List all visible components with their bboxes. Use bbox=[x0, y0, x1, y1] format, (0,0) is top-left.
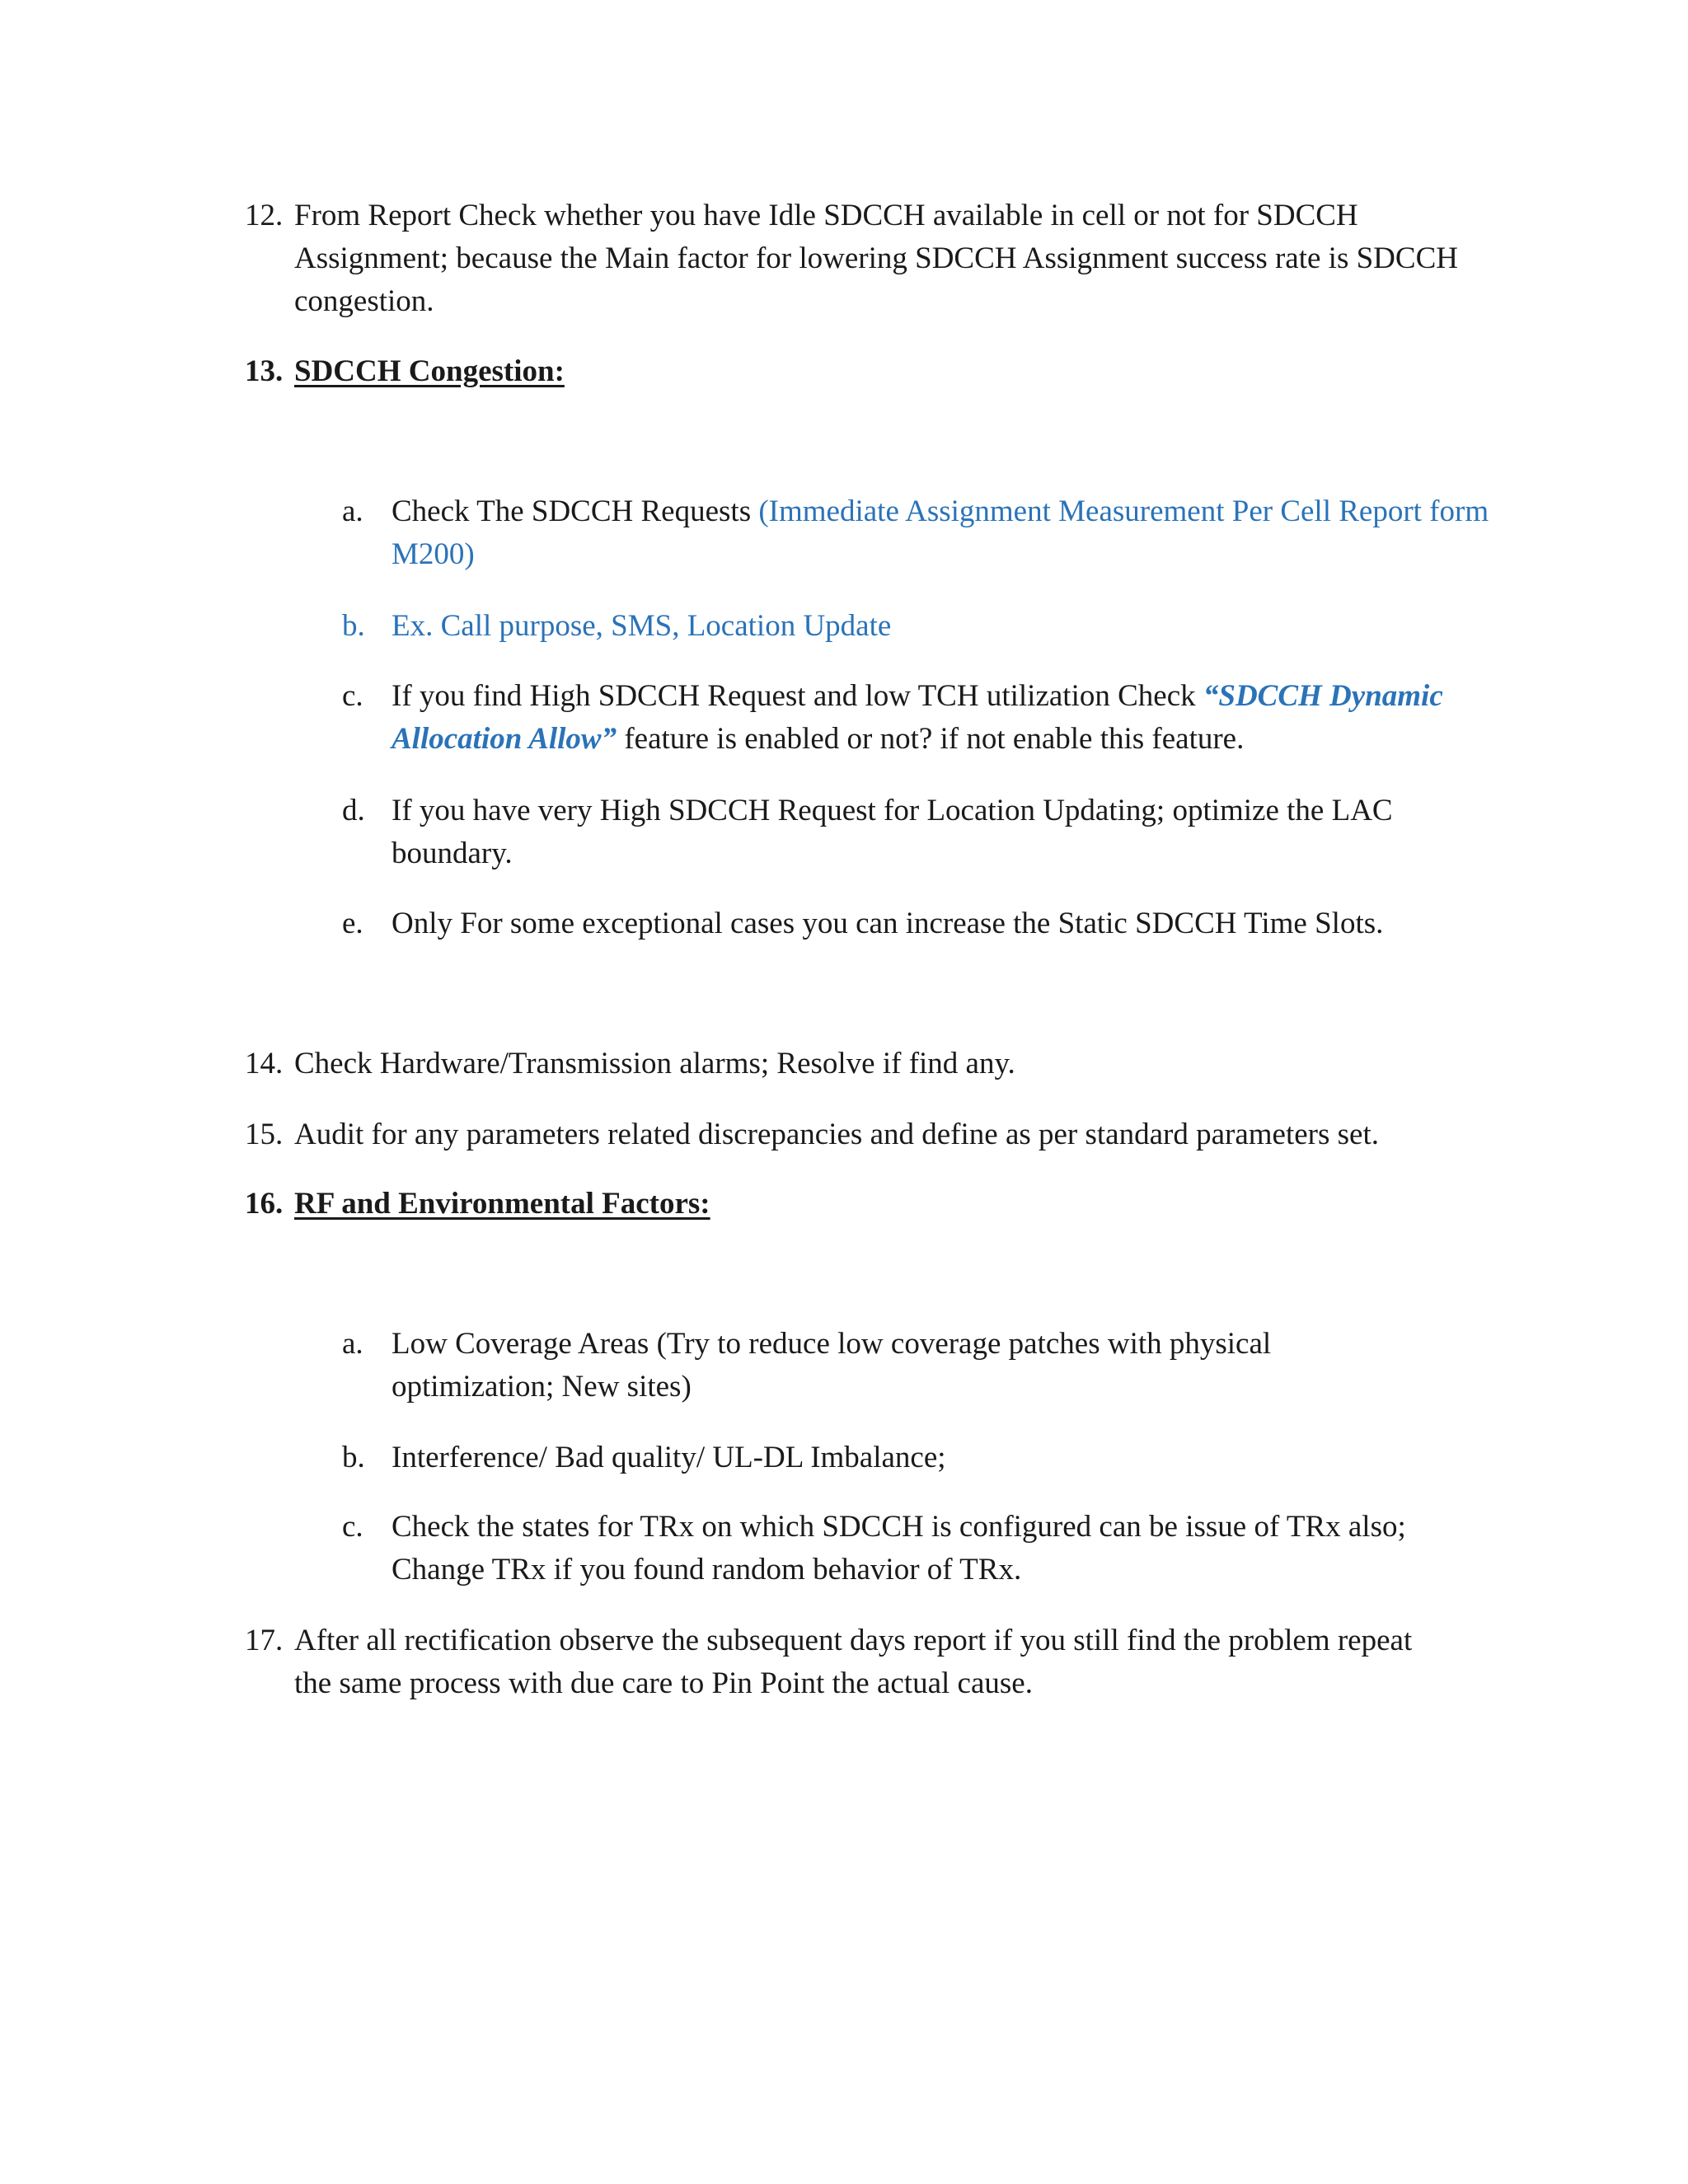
sub-item-text: Interference/ Bad quality/ UL-DL Imbalance; bbox=[392, 1441, 946, 1474]
blue-reference-text: (Immediate Assignment Measurement Per Cell Report form M200) bbox=[392, 494, 1489, 571]
sub-marker: d. bbox=[342, 794, 365, 827]
list-item-15 bbox=[245, 1113, 1481, 1156]
sub-item-13c bbox=[342, 675, 1496, 761]
sub-item-text: Check the states for TRx on which SDCCH is configured can be issue of TRx also; Change TRx if you found random behavior of TRx. bbox=[392, 1510, 1406, 1586]
sub-item-text: Ex. Call purpose, SMS, Location Update bbox=[392, 609, 892, 643]
list-item-text: Check Hardware/Transmission alarms; Resolve if find any. bbox=[294, 1047, 1015, 1080]
sub-item-text: Low Coverage Areas (Try to reduce low coverage patches with physical optimization; New sites) bbox=[392, 1327, 1272, 1404]
sub-marker: b. bbox=[342, 1441, 365, 1474]
sub-item-13a bbox=[342, 490, 1496, 576]
sub-marker: c. bbox=[342, 1510, 363, 1544]
sub-marker: a. bbox=[342, 1327, 363, 1361]
sub-item-text: If you have very High SDCCH Request for Location Updating; optimize the LAC boundary. bbox=[392, 794, 1393, 870]
sub-item-text: Only For some exceptional cases you can increase the Static SDCCH Time Slots. bbox=[392, 907, 1384, 940]
plain-text: feature is enabled or not? if not enable this feature. bbox=[617, 722, 1245, 756]
list-item-14 bbox=[245, 1043, 1481, 1085]
sub-item-13b bbox=[342, 605, 1496, 648]
list-marker: 13. bbox=[245, 354, 284, 388]
heading-text bbox=[294, 350, 1481, 393]
sub-item-text bbox=[392, 675, 1496, 761]
sub-marker: e. bbox=[342, 907, 363, 940]
list-item-17 bbox=[245, 1619, 1481, 1705]
list-marker: 15. bbox=[245, 1118, 284, 1151]
sub-marker: c. bbox=[342, 679, 363, 713]
plain-text: If you find High SDCCH Request and low TCH utilization Check bbox=[392, 679, 1203, 713]
sub-marker: b. bbox=[342, 609, 365, 643]
list-item-text: After all rectification observe the subsequent days report if you still find the problem repeat the same process with due care to Pin Point the actual cause. bbox=[294, 1624, 1413, 1700]
feature-name-text: “SDCCH Dynamic Allocation Allow” bbox=[392, 679, 1443, 756]
sub-item-13e bbox=[342, 902, 1496, 945]
list-item-12 bbox=[245, 194, 1481, 323]
list-item-text: Audit for any parameters related discrepancies and define as per standard parameters set. bbox=[294, 1118, 1379, 1151]
list-marker: 12. bbox=[245, 199, 284, 232]
sub-item-16a bbox=[342, 1323, 1496, 1408]
sub-marker: a. bbox=[342, 494, 363, 528]
sub-item-16c bbox=[342, 1506, 1496, 1591]
sub-item-13d bbox=[342, 790, 1496, 875]
sub-item-text bbox=[392, 490, 1496, 576]
sub-item-16b bbox=[342, 1436, 1496, 1479]
list-marker: 14. bbox=[245, 1047, 284, 1080]
plain-text: Check The SDCCH Requests bbox=[392, 494, 759, 528]
list-marker: 17. bbox=[245, 1624, 284, 1657]
list-marker: 16. bbox=[245, 1187, 284, 1221]
section-heading-13 bbox=[245, 350, 1481, 393]
list-item-text: From Report Check whether you have Idle SDCCH available in cell or not for SDCCH Assignment; because the Main factor for lowering SDCCH Assignment success rate is SDCCH congestion. bbox=[294, 199, 1458, 318]
section-heading-16 bbox=[245, 1183, 1481, 1226]
heading-underlined: SDCCH Congestion: bbox=[294, 354, 565, 388]
heading-underlined: RF and Environmental Factors: bbox=[294, 1187, 710, 1221]
heading-text bbox=[294, 1183, 1481, 1226]
